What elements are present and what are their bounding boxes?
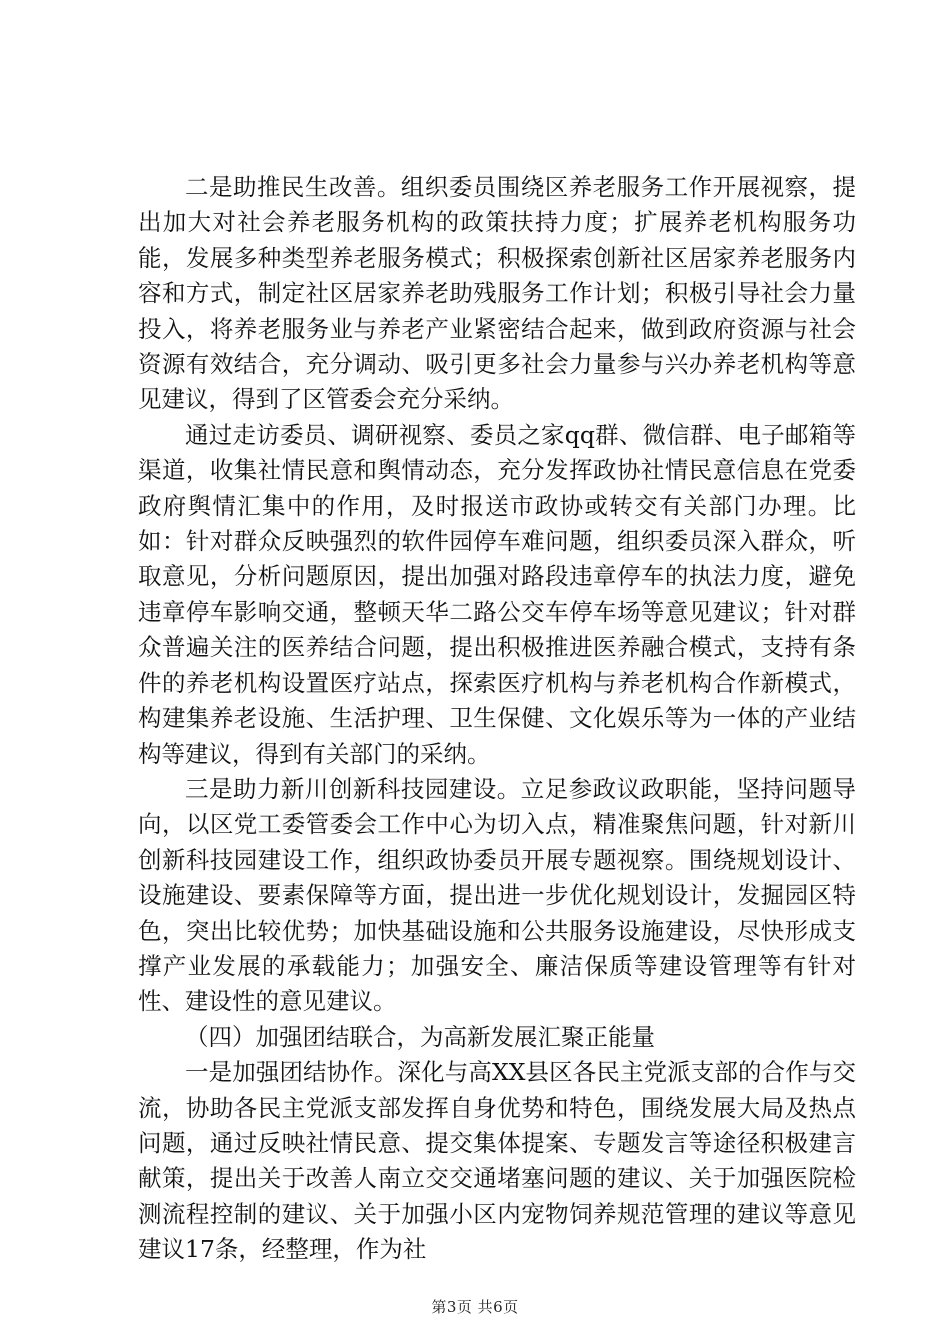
- document-body: [138, 170, 856, 1268]
- page-footer: [0, 1296, 950, 1317]
- paragraph-cooperation: 一是加强团结协作。深化与高XX县区各民主党派支部的合作与交流，协助各民主党派支部发挥自身优势和特色，围绕发展大局及热点问题，通过反映社情民意、提交集体提案、专题发言等途径积极建言献策，提出关于改善人南立交交通堵塞问题的建议、关于加强医院检测流程控制的建议、关于加强小区内宠物饲养规范管理的建议等意见建议17条，经整理，作为社: [138, 1058, 856, 1264]
- paragraph-elderly-care: 二是助推民生改善。组织委员围绕区养老服务工作开展视察，提出加大对社会养老服务机构的政策扶持力度；扩展养老机构服务功能，发展多种类型养老服务模式；积极探索创新社区居家养老服务内容和方式，制定社区居家养老助残服务工作计划；积极引导社会力量投入，将养老服务业与养老产业紧密结合起来，做到政府资源与社会资源有效结合，充分调动、吸引更多社会力量参与兴办养老机构等意见建议，得到了区管委会充分采纳。: [138, 173, 856, 414]
- page-number: 第3页 共6页: [431, 1298, 519, 1316]
- section-heading-unity: （四）加强团结联合，为高新发展汇聚正能量: [185, 1022, 655, 1051]
- paragraph-tech-park: 三是助力新川创新科技园建设。立足参政议政职能，坚持问题导向，以区党工委管委会工作中心为切入点，精准聚焦问题，针对新川创新科技园建设工作，组织政协委员开展专题视察。围绕规划设计、设施建设、要素保障等方面，提出进一步优化规划设计，发掘园区特色，突出比较优势；加快基础设施和公共服务设施建设，尽快形成支撑产业发展的承载能力；加强安全、廉洁保质等建设管理等有针对性、建设性的意见建议。: [138, 774, 856, 1016]
- paragraph-public-opinion: 通过走访委员、调研视察、委员之家qq群、微信群、电子邮箱等渠道，收集社情民意和舆情动态，充分发挥政协社情民意信息在党委政府舆情汇集中的作用，及时报送市政协或转交有关部门办理。比如：针对群众反映强烈的软件园停车难问题，组织委员深入群众，听取意见，分析问题原因，提出加强对路段违章停车的执法力度，避免违章停车影响交通，整顿天华二路公交车停车场等意见建议；针对群众普遍关注的医养结合问题，提出积极推进医养融合模式，支持有条件的养老机构设置医疗站点，探索医疗机构与养老机构合作新模式，构建集养老设施、生活护理、卫生保健、文化娱乐等为一体的产业结构等建议，得到有关部门的采纳。: [138, 420, 856, 768]
